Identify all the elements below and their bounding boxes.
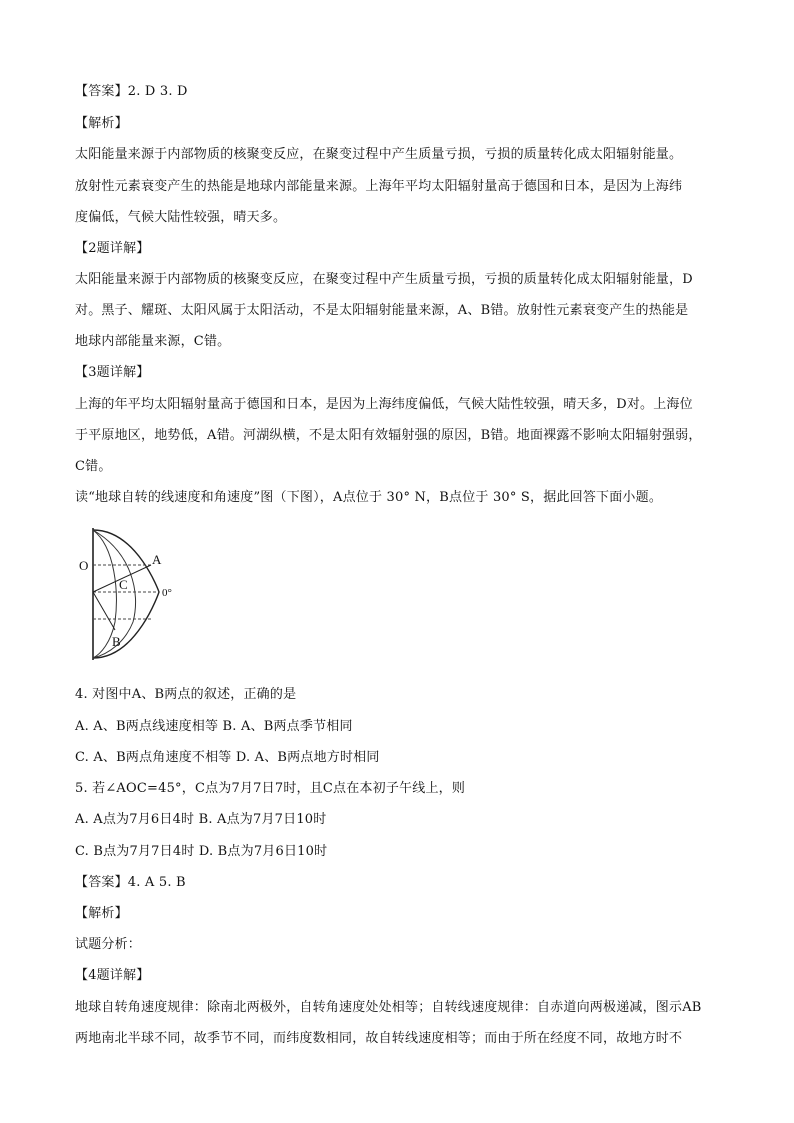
question-4-stem: 4. 对图中A、B两点的叙述，正确的是 bbox=[75, 687, 297, 702]
question-2-detail-heading: 【2题详解】 bbox=[75, 241, 150, 256]
analysis-text-line: 度偏低，气候大陆性较强，晴天多。 bbox=[75, 210, 287, 225]
earth-rotation-diagram bbox=[75, 522, 195, 662]
question-4-options-cd: C. A、B两点角速度不相等 D. A、B两点地方时相同 bbox=[75, 750, 380, 765]
analysis-text-line: 放射性元素衰变产生的热能是地球内部能量来源。上海年平均太阳辐射量高于德国和日本，是因为上海纬 bbox=[75, 179, 683, 194]
label-c: C bbox=[119, 577, 128, 592]
detail-text-line: 地球自转角速度规律：除南北两极外，自转角速度处处相等；自转线速度规律：自赤道向两极递减，图示AB bbox=[75, 1000, 702, 1015]
detail-text-line: 对。黑子、耀斑、太阳风属于太阳活动，不是太阳辐射能量来源，A、B错。放射性元素衰变产生的热能是 bbox=[75, 303, 689, 318]
answer-line-2-3: 【答案】2. D 3. D bbox=[75, 84, 188, 99]
label-b: B bbox=[112, 634, 121, 649]
detail-text-line: 上海的年平均太阳辐射量高于德国和日本，是因为上海纬度偏低，气候大陆性较强，晴天多，D对。上海位 bbox=[75, 397, 693, 412]
question-3-detail-heading: 【3题详解】 bbox=[75, 365, 150, 380]
label-equator: 0° bbox=[162, 587, 172, 599]
detail-text-line: 于平原地区，地势低，A错。河湖纵横，不是太阳有效辐射强的原因，B错。地面裸露不影响太阳辐射强弱， bbox=[75, 428, 702, 443]
analysis-heading: 【解析】 bbox=[75, 116, 128, 131]
hemisphere-outline bbox=[93, 530, 159, 658]
analysis-heading: 【解析】 bbox=[75, 906, 128, 921]
detail-text-line: C错。 bbox=[75, 459, 112, 474]
analysis-intro: 试题分析： bbox=[75, 937, 142, 952]
line-o-b bbox=[93, 592, 115, 630]
question-4-detail-heading: 【4题详解】 bbox=[75, 968, 150, 983]
figure-intro-text: 读“地球自转的线速度和角速度”图（下图），A点位于 30° N，B点位于 30° S，据此回答下面小题。 bbox=[75, 490, 663, 505]
question-4-options-ab: A. A、B两点线速度相等 B. A、B两点季节相同 bbox=[75, 719, 353, 734]
analysis-text-line: 太阳能量来源于内部物质的核聚变反应，在聚变过程中产生质量亏损，亏损的质量转化成太阳辐射能量。 bbox=[75, 147, 683, 162]
question-5-options-ab: A. A点为7月6日4时 B. A点为7月7日10时 bbox=[75, 812, 327, 827]
answer-line-4-5: 【答案】4. A 5. B bbox=[75, 875, 186, 890]
question-5-stem: 5. 若∠AOC=45°，C点为7月7日7时，且C点在本初子午线上，则 bbox=[75, 781, 466, 796]
label-a: A bbox=[152, 552, 162, 567]
label-o: O bbox=[79, 558, 89, 573]
detail-text-line: 地球内部能量来源，C错。 bbox=[75, 334, 231, 349]
detail-text-line: 两地南北半球不同，故季节不同，而纬度数相同，故自转线速度相等；而由于所在经度不同，故地方时不 bbox=[75, 1031, 683, 1046]
question-5-options-cd: C. B点为7月7日4时 D. B点为7月6日10时 bbox=[75, 844, 328, 859]
detail-text-line: 太阳能量来源于内部物质的核聚变反应，在聚变过程中产生质量亏损，亏损的质量转化成太阳辐射能量，D bbox=[75, 272, 693, 287]
